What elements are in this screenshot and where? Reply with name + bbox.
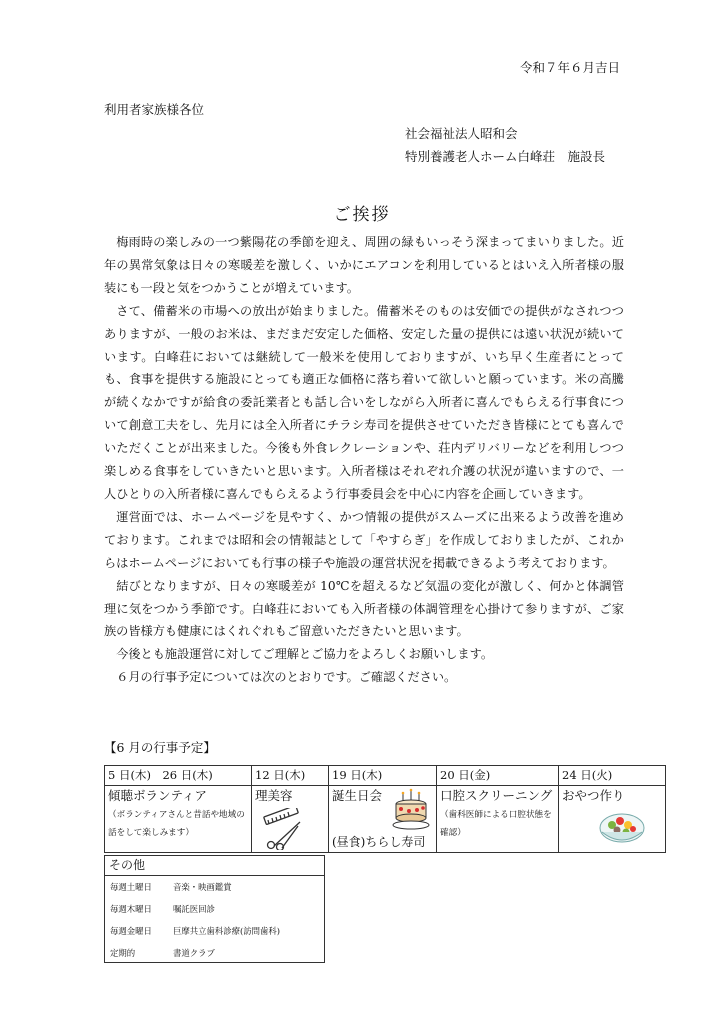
schedule-date: 5 日(木) 26 日(木) <box>105 766 252 786</box>
other-activity-row <box>105 876 324 898</box>
activity-what: 音楽・映画鑑賞 <box>173 882 232 892</box>
activity-when: 毎週土曜日 <box>110 882 152 892</box>
schedule-cell <box>329 786 437 853</box>
schedule-event: おやつ作り <box>562 788 625 803</box>
page-title: ご挨拶 <box>333 205 391 225</box>
recipient: 利用者家族様各位 <box>104 102 205 117</box>
activity-when: 毎週金曜日 <box>110 926 152 936</box>
schedule-title: 【6 月の行事予定】 <box>104 740 216 755</box>
schedule-menu: (昼食)ちらし寿司 <box>332 835 426 849</box>
paragraph: 結びとなりますが、日々の寒暖差が 10℃を超えるなど気温の変化が激しく、何かと体調管理に気をつかう季節です。白峰荘においても入所者様の体調管理を心掛けて参りますが、ご家族の皆様方も健康にはくれぐれもご留意いただきたいと思います。 <box>104 578 624 639</box>
schedule-date: 12 日(木) <box>252 766 329 786</box>
birthday-cake-icon <box>391 788 431 830</box>
sender-organization: 社会福祉法人昭和会 <box>405 126 518 141</box>
schedule-note: （歯科医師による口腔状態を確認） <box>440 810 552 838</box>
sender-title: 特別養護老人ホーム白峰荘 施設長 <box>405 149 606 164</box>
schedule-date: 20 日(金) <box>437 766 559 786</box>
activity-what: 巨摩共立歯科診療(訪問歯科) <box>173 926 281 936</box>
schedule-event: 理美容 <box>255 788 293 803</box>
activity-what: 嘱託医回診 <box>173 904 215 914</box>
activity-what: 書道クラブ <box>173 948 215 958</box>
document-date: 令和７年６月吉日 <box>519 60 620 75</box>
schedule-date: 24 日(火) <box>559 766 666 786</box>
schedule-note: （ボランティアさんと昔話や地域の話をして楽しみます） <box>108 810 245 838</box>
activity-when: 定期的 <box>110 948 136 958</box>
schedule-date: 19 日(木) <box>329 766 437 786</box>
schedule-cell <box>252 786 329 853</box>
greeting-body <box>104 231 624 689</box>
paragraph: 運営面では、ホームページを見やすく、かつ情報の提供がスムーズに出来るよう改善を進めております。これまでは昭和会の情報誌として「やすらぎ」を作成しておりましたが、これからはホームページにおいても行事の様子や施設の運営状況を掲載できるよう考えております。 <box>104 509 624 570</box>
activity-when: 毎週木曜日 <box>110 904 152 914</box>
schedule-event: 傾聴ボランティア <box>108 788 208 803</box>
barber-tools-icon <box>260 808 312 850</box>
schedule-cell <box>437 786 559 853</box>
other-activities-title: その他 <box>105 856 324 876</box>
other-activity-row <box>105 942 324 964</box>
paragraph: 梅雨時の楽しみの一つ紫陽花の季節を迎え、周囲の緑もいっそう深まってまいりました。近年の異常気象は日々の寒暖差を激しく、いかにエアコンを利用しているとはいえ入所者様の服装にも一段と気をつかうことが増えています。 <box>104 235 624 295</box>
other-activity-row <box>105 920 324 942</box>
paragraph: 今後とも施設運営に対してご理解とご協力をよろしくお願いします。 <box>116 647 494 662</box>
other-activities-box <box>104 855 325 963</box>
schedule-table <box>104 765 666 853</box>
schedule-event: 口腔スクリーニング <box>440 788 553 803</box>
sweets-bowl-icon <box>597 808 647 848</box>
paragraph: さて、備蓄米の市場への放出が始まりました。備蓄米そのものは安価での提供がなされつつありますが、一般のお米は、まだまだ安定した価格、安定した量の提供には遠い状況が続いています。白峰荘においては継続して一般米を使用しておりますが、いち早く生産者にとっても、食事を提供する施設にとっても適正な価格に落ち着いて欲しいと願っています。米の高騰が続くなかですが給食の委託業者とも話し合いをしながら入所者に喜んでもらえる行事食について創意工夫をし、先月には全入所者にチラシ寿司を提供させていただき皆様にとても喜んでいただくことが出来ました。今後も外食レクレーションや、荘内デリバリーなどを利用しつつ楽しめる食事をしていきたいと思います。入所者様はそれぞれ介護の状況が違いますので、一人ひとりの入所者様に喜んでもらえるよう行事委員会を中心に内容を企画していきます。 <box>104 303 624 501</box>
schedule-cell <box>559 786 666 853</box>
other-activity-row <box>105 898 324 920</box>
schedule-cell <box>105 786 252 853</box>
paragraph: ６月の行事予定については次のとおりです。ご確認ください。 <box>116 670 457 685</box>
schedule-event: 誕生日会 <box>332 788 383 803</box>
